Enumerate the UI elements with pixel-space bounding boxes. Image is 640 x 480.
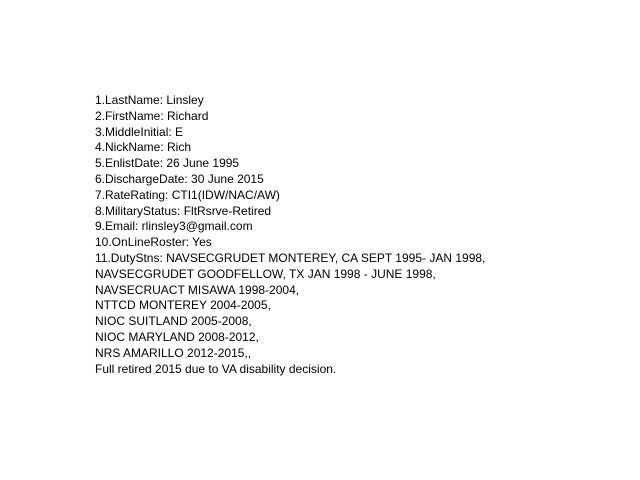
duty-station-amarillo: NRS AMARILLO 2012-2015,, (95, 345, 252, 360)
rate-rating-line: 7.RateRating: CTI1(IDW/NAC/AW) (95, 187, 280, 202)
nick-name-line: 4.NickName: Rich (95, 140, 192, 155)
duty-station-maryland: NIOC MARYLAND 2008-2012, (95, 329, 259, 344)
duty-station-misawa: NAVSECRUACT MISAWA 1998-2004, (95, 282, 300, 297)
member-record (95, 93, 615, 377)
first-name-line: 2.FirstName: Richard (95, 108, 209, 123)
discharge-date-line: 6.DischargeDate: 30 June 2015 (95, 171, 264, 186)
military-status-line: 8.MilitaryStatus: FltRsrve-Retired (95, 203, 272, 218)
middle-initial-line: 3.MiddleInitial: E (95, 124, 184, 139)
duty-station-goodfellow: NAVSECGRUDET GOODFELLOW, TX JAN 1998 - JUNE 1998, (95, 266, 436, 281)
retirement-note: Full retired 2015 due to VA disability decision. (95, 361, 337, 376)
enlist-date-line: 5.EnlistDate: 26 June 1995 (95, 156, 240, 171)
duty-station-nttcd-monterey: NTTCD MONTEREY 2004-2005, (95, 298, 271, 313)
email-line: 9.Email: rlinsley3@gmail.com (95, 219, 253, 234)
duty-station-suitland: NIOC SUITLAND 2005-2008, (95, 314, 252, 329)
online-roster-line: 10.OnLineRoster: Yes (95, 235, 212, 250)
last-name-line: 1.LastName: Linsley (95, 93, 204, 107)
duty-stations-line: 11.DutyStns: NAVSECGRUDET MONTEREY, CA SEPT 1995- JAN 1998, (95, 250, 486, 265)
